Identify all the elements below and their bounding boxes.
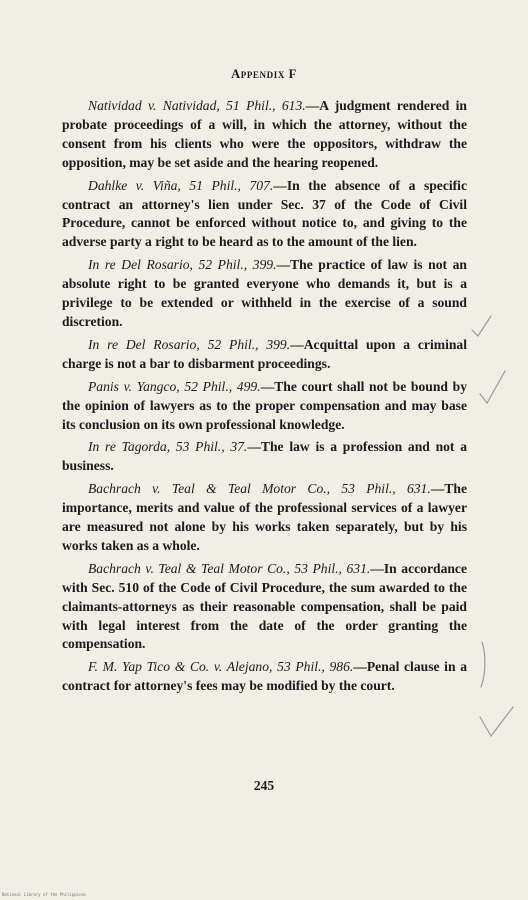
case-summary: —A judgment rendered in probate proceedings of a will, in which the attorney, without the consent from his clients who were the oppositors, withdraw the opposition, may be set aside and the hearing reopened. [62,98,467,170]
case-summary: —In the absence of a specific contract an attorney's lien under Sec. 37 of the Code of Civil Procedure, cannot be enforced without notice to, and giving to the adverse party a right to be heard as to the amount of the lien. [62,177,467,250]
case-entry [62,97,467,173]
page-number: 245 [253,778,275,793]
case-summary: —The court shall not be bound by the opinion of lawyers as to the proper compensation and may base its conclusion on its own professional knowledge. [62,378,467,432]
margin-checkmark [470,312,494,340]
case-entry [62,378,467,435]
case-entry [62,177,467,253]
case-citation: In re Tagorda, 53 Phil., 37. [88,439,248,455]
case-entry [62,560,467,655]
margin-checkmark [478,704,516,740]
case-entry [62,658,467,696]
margin-bracket [478,640,488,690]
case-citation: In re Del Rosario, 52 Phil., 399. [88,257,277,273]
page-header: Appendix F [231,67,297,81]
case-entry [62,256,467,332]
margin-checkmark [478,368,508,408]
case-citation: In re Del Rosario, 52 Phil., 399. [88,336,291,352]
case-summary: —The importance, merits and value of the professional services of a lawyer are measured not alone by his works taken separately, but by his works taken as a whole. [62,481,467,553]
case-citation: Natividad v. Natividad, 51 Phil., 613. [88,98,306,113]
case-entry [62,336,467,374]
case-citation: Dahlke v. Viña, 51 Phil., 707. [88,177,274,193]
case-summary: —The practice of law is not an absolute right to be granted everyone who demands it, but is a privilege to be extended or withheld in the exercise of a sound discretion. [62,257,467,329]
case-citation: Bachrach v. Teal & Teal Motor Co., 53 Phil., 631. [88,560,371,576]
case-summary: —In accordance with Sec. 510 of the Code of Civil Procedure, the sum awarded to the claimants-attorneys as their reasonable compensation, shall be paid with legal interest from the date of the order granting the compensation. [62,560,467,652]
case-summary: —Acquittal upon a criminal charge is not a bar to disbarment proceedings. [62,336,467,371]
case-summary: —Penal clause in a contract for attorney's fees may be modified by the court. [62,659,467,694]
library-watermark: National Library of the Philippines [2,892,87,897]
case-entry [62,480,467,556]
case-entry [62,438,467,476]
case-citation: Panis v. Yangco, 52 Phil., 499. [88,378,261,394]
page-body [62,97,467,700]
case-citation: Bachrach v. Teal & Teal Motor Co., 53 Phil., 631. [88,481,431,497]
case-citation: F. M. Yap Tico & Co. v. Alejano, 53 Phil., 986. [88,659,354,675]
case-summary: —The law is a profession and not a business. [62,439,467,474]
